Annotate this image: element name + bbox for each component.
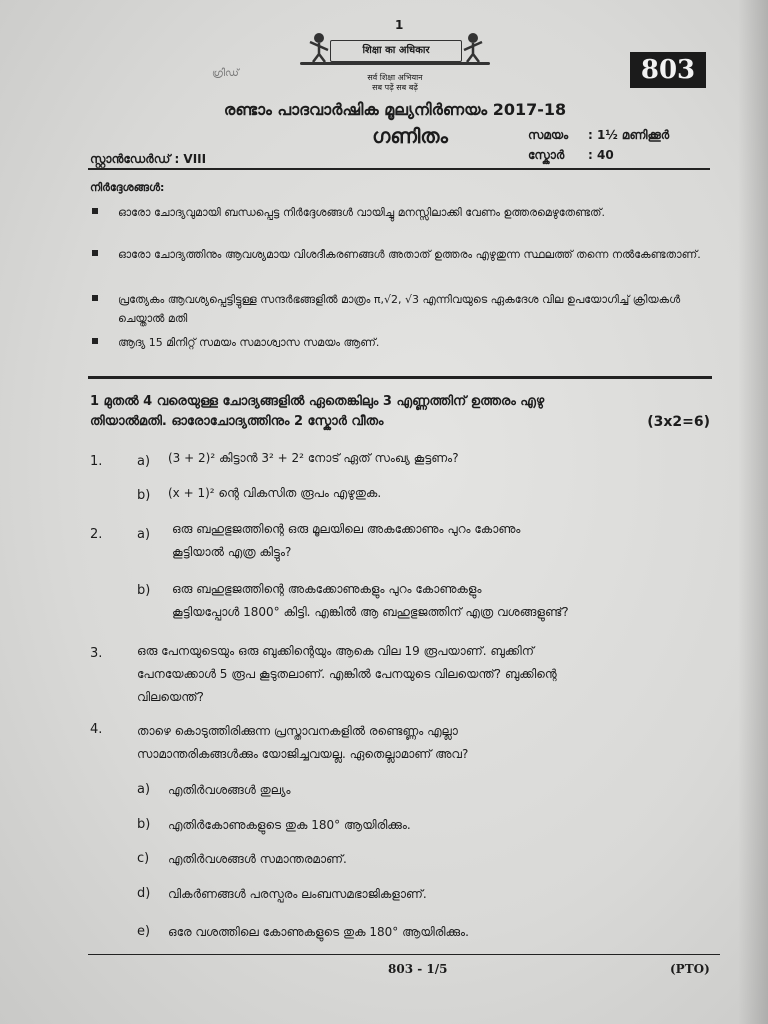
score-value: : 40	[588, 148, 614, 162]
logo-subtitle-2: सब पढ़ें सब बढ़ें	[372, 83, 418, 92]
section-line-1: 1 മുതൽ 4 വരെയുള്ള ചോദ്യങ്ങളിൽ ഏതെങ്കിലും 3 എണ്ണത്തിന് ഉത്തരം എഴു	[90, 394, 545, 409]
footer-page-code: 803 - 1/5	[388, 962, 448, 976]
question-number-2: 2.	[90, 527, 103, 542]
section-instruction	[90, 392, 710, 432]
q1-part-b-text: (x + 1)² ന്റെ വികസിത രൂപം എഴുതുക.	[168, 486, 382, 500]
exam-title: രണ്ടാം പാദവാർഷിക മൂല്യനിർണയം 2017-18	[223, 100, 567, 119]
logo-banner-text: शिक्षा का अधिकार	[330, 40, 462, 62]
instruction-item	[92, 290, 714, 328]
q2-part-a-line-1: ഒരു ബഹുഭുജത്തിന്റെ ഒരു മൂലയിലെ അകക്കോണും പുറം കോണും	[172, 522, 521, 536]
q3-line-1: ഒരു പേനയുടെയും ഒരു ബുക്കിന്റെയും ആകെ വില 19 രൂപയാണ്. ബുക്കിന്	[137, 644, 534, 658]
q4-option-d-text: വികർണങ്ങൾ പരസ്പരം ലംബസമഭാജികളാണ്.	[168, 887, 427, 901]
question-number-4: 4.	[90, 722, 103, 737]
bullet-icon	[92, 295, 98, 301]
standard-label: സ്റ്റാൻഡേർഡ് : VIII	[90, 152, 207, 166]
q2-part-a-line-2: കൂട്ടിയാൽ എത്ര കിട്ടും?	[172, 545, 292, 559]
q3-line-2: പേനയേക്കാൾ 5 രൂപ കൂടുതലാണ്. എങ്കിൽ പേനയുടെ വിലയെന്ത്? ബുക്കിന്റെ	[137, 667, 557, 681]
q4-option-c-text: എതിർവശങ്ങൾ സമാന്തരമാണ്.	[168, 852, 347, 866]
q2-part-b-label: b)	[137, 583, 151, 598]
q4-option-b-text: എതിർകോണുകളുടെ തുക 180° ആയിരിക്കും.	[168, 818, 411, 832]
instruction-item	[92, 333, 714, 352]
please-turn-over: (PTO)	[670, 962, 710, 976]
footer-divider	[88, 954, 720, 955]
q2-part-a-label: a)	[137, 527, 151, 542]
logo-pencil-line	[300, 62, 490, 65]
child-figure-left-icon	[306, 32, 332, 62]
top-page-number: 1	[395, 18, 404, 32]
section-marks: (3x2=6)	[647, 414, 710, 430]
q4-option-a-label: a)	[137, 782, 151, 797]
instruction-text: പ്രത്യേകം ആവശ്യപ്പെട്ടിട്ടുള്ള സന്ദർഭങ്ങളിൽ മാത്രം π,√2, √3 എന്നിവയുടെ ഏകദേശ വില ഉപയോഗിച്ച് ക്രിയകൾ ചെയ്താൽ മതി	[118, 293, 681, 325]
bullet-icon	[92, 338, 98, 344]
q4-line-2: സാമാന്തരികങ്ങൾക്കും യോജിച്ചവയല്ല. ഏതെല്ലാമാണ് അവ?	[137, 747, 469, 761]
q4-option-b-label: b)	[137, 817, 151, 832]
question-number-1: 1.	[90, 454, 103, 469]
q4-option-c-label: c)	[137, 851, 150, 866]
q1-part-b-label: b)	[137, 488, 151, 503]
subject-title: ഗണിതം	[372, 124, 448, 148]
q4-line-1: താഴെ കൊടുത്തിരിക്കുന്ന പ്രസ്താവനകളിൽ രണ്ടെണ്ണം എല്ലാ	[137, 724, 458, 738]
q2-part-b-line-1: ഒരു ബഹുഭുജത്തിന്റെ അകക്കോണുകളും പുറം കോണുകളും	[172, 582, 482, 596]
instruction-text: ഓരോ ചോദ്യവുമായി ബന്ധപ്പെട്ട നിർദ്ദേശങ്ങൾ വായിച്ചു മനസ്സിലാക്കി വേണം ഉത്തരമെഴുതേണ്ടത്.	[118, 206, 606, 219]
score-label: സ്കോർ	[528, 148, 565, 162]
instruction-text: ആദ്യ 15 മിനിറ്റ് സമയം സമാശ്വാസ സമയം ആണ്.	[118, 336, 380, 349]
question-number-3: 3.	[90, 646, 103, 661]
paper-code-badge: 803	[630, 52, 706, 88]
q4-option-a-text: എതിർവശങ്ങൾ തുല്യം	[168, 783, 291, 797]
header-divider	[88, 168, 710, 170]
instructions-heading: നിർദ്ദേശങ്ങൾ:	[90, 181, 165, 194]
q4-option-e-text: ഒരേ വശത്തിലെ കോണുകളുടെ തുക 180° ആയിരിക്കും.	[168, 925, 469, 939]
bullet-icon	[92, 208, 98, 214]
section-line-2: തിയാൽമതി. ഓരോചോദ്യത്തിനും 2 സ്കോർ വീതം	[90, 414, 384, 429]
q4-option-e-label: e)	[137, 924, 151, 939]
instruction-text: ഓരോ ചോദ്യത്തിനും ആവശ്യമായ വിശദീകരണങ്ങൾ അതാത് ഉത്തരം എഴുതുന്ന സ്ഥലത്ത് തന്നെ നൽകേണ്ടതാണ്.	[118, 248, 701, 261]
time-value: : 1½ മണിക്കൂർ	[588, 128, 670, 142]
section-divider	[88, 376, 712, 379]
instruction-item	[92, 203, 714, 222]
q4-option-d-label: d)	[137, 886, 151, 901]
q3-line-3: വിലയെന്ത്?	[137, 690, 204, 704]
bullet-icon	[92, 250, 98, 256]
logo-subtitle-1: सर्व शिक्षा अभियान	[367, 73, 423, 82]
q1-part-a-text: (3 + 2)² കിട്ടാൻ 3² + 2² നോട് ഏത് സംഖ്യ കൂട്ടണം?	[168, 451, 459, 465]
handwritten-note: ഗ്രിഡ്	[212, 68, 239, 79]
page-edge-shadow	[738, 0, 768, 1024]
child-figure-right-icon	[460, 32, 486, 62]
time-label: സമയം	[528, 128, 569, 142]
instruction-item	[92, 245, 714, 264]
q2-part-b-line-2: കൂട്ടിയപ്പോൾ 1800° കിട്ടി. എങ്കിൽ ആ ബഹുഭുജത്തിന് എത്ര വശങ്ങളുണ്ട്?	[172, 605, 569, 619]
ssa-logo	[300, 30, 490, 100]
q1-part-a-label: a)	[137, 454, 151, 469]
